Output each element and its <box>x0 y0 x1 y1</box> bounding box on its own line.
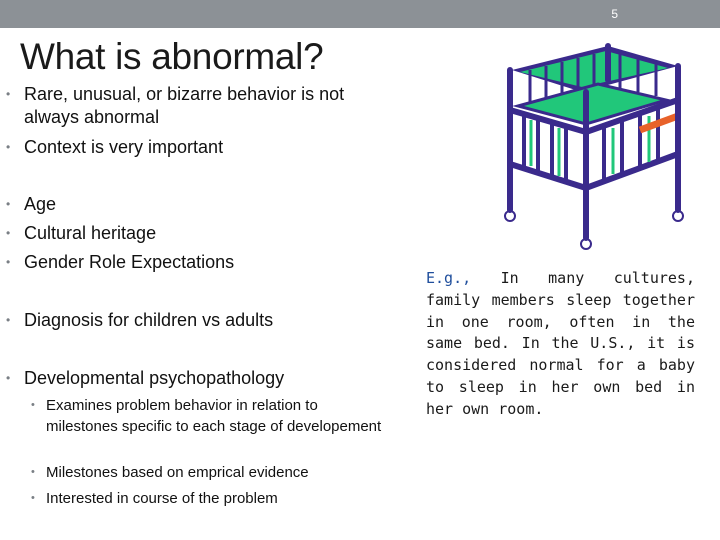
bullet-text: Rare, unusual, or bizarre behavior is not always abnormal <box>24 84 345 127</box>
sub-bullet-text: Interested in course of the problem <box>46 490 278 507</box>
crib-icon <box>500 40 690 250</box>
sub-bullet-item: • Interested in course of the problem <box>31 490 278 507</box>
sub-bullet-text: Examines problem behavior in relation to milestones specific to each stage of developement <box>46 397 382 435</box>
example-prefix: E.g., <box>426 269 472 287</box>
bullet-text: Cultural heritage <box>24 223 157 243</box>
sub-bullet-text: Milestones based on emprical evidence <box>46 464 309 481</box>
slide-title: What is abnormal? <box>20 36 324 77</box>
bullet-item: • Age <box>6 194 57 214</box>
bullet-text: Developmental psychopathology <box>24 368 285 388</box>
bullet-text: Context is very important <box>24 137 224 157</box>
header-bar <box>0 0 720 28</box>
bullet-item: • Rare, unusual, or bizarre behavior is not always abnormal <box>6 84 345 127</box>
bullet-item: • Cultural heritage <box>6 223 157 243</box>
bullet-item: • Diagnosis for children vs adults <box>6 310 274 330</box>
bullet-item: • Context is very important <box>6 137 224 157</box>
bullet-text: Age <box>24 194 57 214</box>
bullet-text: Diagnosis for children vs adults <box>24 310 274 330</box>
bullet-item: • Gender Role Expectations <box>6 252 235 272</box>
sub-bullet-item: • Milestones based on emprical evidence <box>31 464 309 481</box>
sub-bullet-item: • Examines problem behavior in relation to milestones specific to each stage of developement <box>31 397 382 435</box>
bullet-item: • Developmental psychopathology <box>6 368 285 388</box>
example-body: In many cultures, family members sleep together in one room, often in the same bed. In the U.S., it is considered normal for a baby to sleep in her own bed in her own room. <box>426 269 695 418</box>
example-text <box>426 268 695 421</box>
slide-number: 5 <box>611 7 618 21</box>
bullet-text: Gender Role Expectations <box>24 252 235 272</box>
